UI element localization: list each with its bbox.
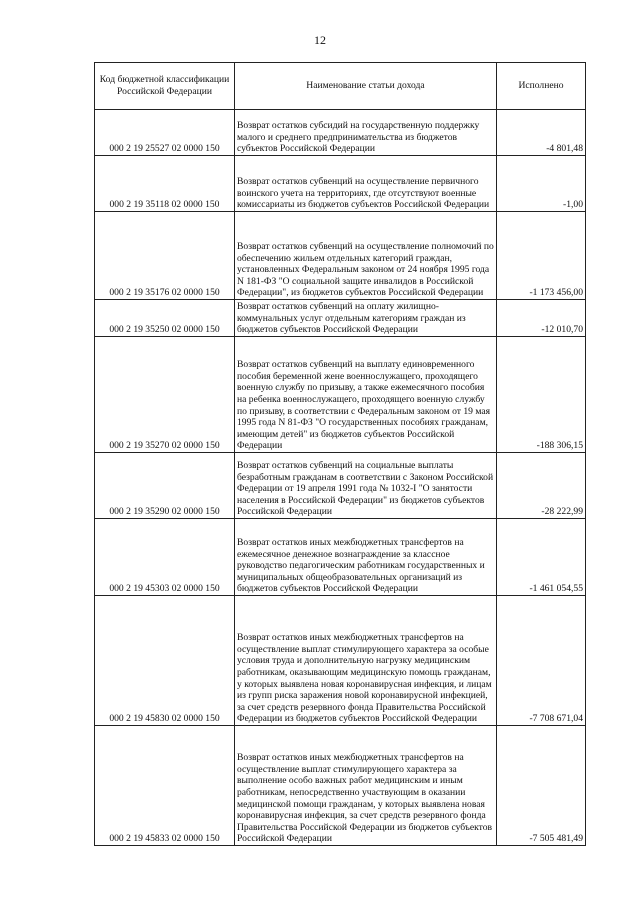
- row-code: 000 2 19 45830 02 0000 150: [95, 596, 235, 726]
- row-name: Возврат остатков субвенций на осуществление первичного воинского учета на территориях, где отсутствуют военные комиссариаты из бюджетов субъектов Российской Федерации: [235, 156, 497, 212]
- row-value: -1 461 054,55: [497, 519, 586, 596]
- table-row: [95, 156, 586, 212]
- table-row: [95, 212, 586, 300]
- table-row: [95, 300, 586, 337]
- table-row: [95, 596, 586, 726]
- row-value: -4 801,48: [497, 110, 586, 156]
- row-value: -12 010,70: [497, 300, 586, 337]
- header-code: Код бюджетной классификации Российской Федерации: [95, 63, 235, 110]
- table-row: [95, 726, 586, 846]
- row-code: 000 2 19 45303 02 0000 150: [95, 519, 235, 596]
- page-number: 12: [314, 33, 326, 47]
- table-row: [95, 453, 586, 519]
- row-value: -28 222,99: [497, 453, 586, 519]
- row-name: Возврат остатков иных межбюджетных трансфертов на ежемесячное денежное вознаграждение за классное руководство педагогическим работникам государственных и муниципальных общеобразовательных организаций из бюджетов субъектов Российской Федерации: [235, 519, 497, 596]
- row-name: Возврат остатков иных межбюджетных трансфертов на осуществление выплат стимулирующего характера за выполнение особо важных работ медицинским и иным работникам, непосредственно участвующим в оказании медицинской помощи гражданам, у которых выявлена новая коронавирусная инфекция, за счет средств резервного фонда Правительства Российской Федерации из бюджетов субъектов Российской Федерации: [235, 726, 497, 846]
- row-code: 000 2 19 35176 02 0000 150: [95, 212, 235, 300]
- row-name: Возврат остатков субсидий на государственную поддержку малого и среднего предпринимательства из бюджетов субъектов Российской Федерации: [235, 110, 497, 156]
- row-value: -188 306,15: [497, 337, 586, 453]
- row-code: 000 2 19 35270 02 0000 150: [95, 337, 235, 453]
- table-row: [95, 110, 586, 156]
- row-value: -1 173 456,00: [497, 212, 586, 300]
- table-header-row: [95, 63, 586, 110]
- row-name: Возврат остатков субвенций на оплату жилищно-коммунальных услуг отдельным категориям граждан из бюджетов субъектов Российской Федерации: [235, 300, 497, 337]
- header-value: Исполнено: [497, 63, 586, 110]
- row-name: Возврат остатков субвенций на социальные выплаты безработным гражданам в соответствии с Законом Российской Федерации от 19 апреля 1991 года № 1032-I "О занятости населения в Российской Федерации" из бюджетов субъектов Российской Федерации: [235, 453, 497, 519]
- row-name: Возврат остатков иных межбюджетных трансфертов на осуществление выплат стимулирующего характера за особые условия труда и дополнительную нагрузку медицинским работникам, оказывающим медицинскую помощь гражданам, у которых выявлена новая коронавирусная инфекция, и лицам из групп риска заражения новой коронавирусной инфекцией, за счет средств резервного фонда Правительства Российской Федерации из бюджетов субъектов Российской Федерации: [235, 596, 497, 726]
- table-row: [95, 519, 586, 596]
- row-code: 000 2 19 45833 02 0000 150: [95, 726, 235, 846]
- budget-table: [94, 62, 586, 846]
- row-value: -7 505 481,49: [497, 726, 586, 846]
- table-row: [95, 337, 586, 453]
- header-name: Наименование статьи дохода: [235, 63, 497, 110]
- row-name: Возврат остатков субвенций на осуществление полномочий по обеспечению жильем отдельных категорий граждан, установленных Федеральным законом от 24 ноября 1995 года N 181-ФЗ "О социальной защите инвалидов в Российской Федерации", из бюджетов субъектов Российской Федерации: [235, 212, 497, 300]
- row-value: -1,00: [497, 156, 586, 212]
- row-code: 000 2 19 35118 02 0000 150: [95, 156, 235, 212]
- row-code: 000 2 19 25527 02 0000 150: [95, 110, 235, 156]
- row-code: 000 2 19 35250 02 0000 150: [95, 300, 235, 337]
- row-value: -7 708 671,04: [497, 596, 586, 726]
- row-code: 000 2 19 35290 02 0000 150: [95, 453, 235, 519]
- row-name: Возврат остатков субвенций на выплату единовременного пособия беременной жене военнослужащего, проходящего военную службу по призыву, а также ежемесячного пособия на ребенка военнослужащего, проходящего военную службу по призыву, в соответствии с Федеральным законом от 19 мая 1995 года N 81-ФЗ "О государственных пособиях гражданам, имеющим детей" из бюджетов субъектов Российской Федерации: [235, 337, 497, 453]
